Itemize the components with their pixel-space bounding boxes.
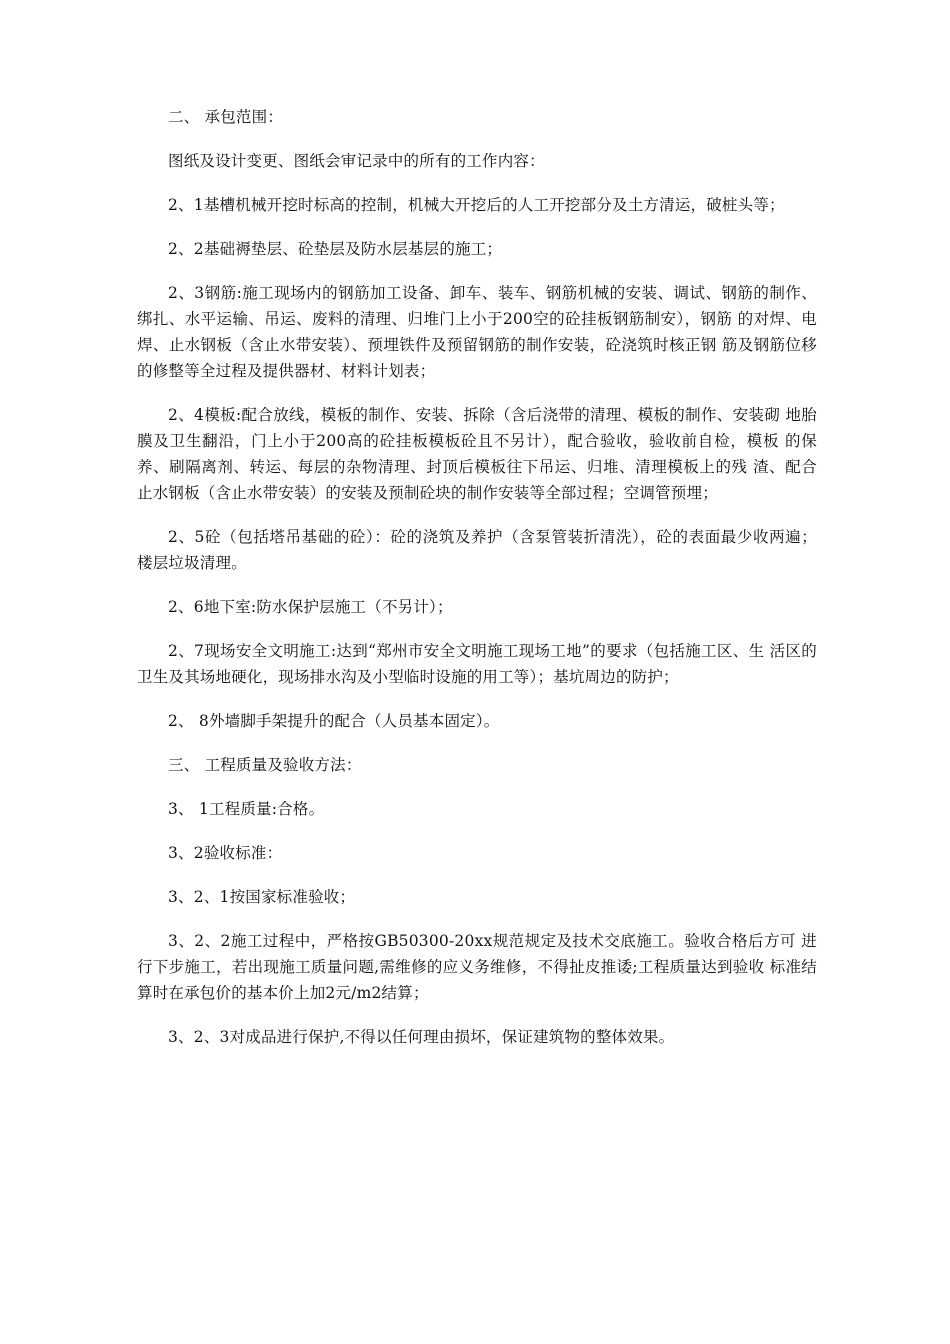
paragraph: 2、2基础褥垫层、砼垫层及防水层基层的施工； xyxy=(168,240,503,258)
paragraph: 2、 8外墙脚手架提升的配合（人员基本固定）。 xyxy=(168,712,500,730)
section-heading-quality: 三、 工程质量及验收方法： xyxy=(168,756,362,774)
document-body xyxy=(137,104,817,1050)
paragraph: 3、2验收标准： xyxy=(168,844,283,862)
paragraph: 2、5砼（包括塔吊基础的砼）：砼的浇筑及养护（含泵管装折清洗），砼的表面最少收两遍； 楼层垃圾清理。 xyxy=(137,528,817,572)
paragraph: 3、 1工程质量:合格。 xyxy=(168,800,325,818)
paragraph: 2、1基槽机械开挖时标高的控制，机械大开挖后的人工开挖部分及土方清运，破桩头等； xyxy=(168,196,785,214)
section-heading-scope: 二、 承包范围： xyxy=(168,108,284,126)
paragraph: 3、2、1按国家标准验收； xyxy=(168,888,356,906)
paragraph: 3、2、3对成品进行保护,不得以任何理由损坏，保证建筑物的整体效果。 xyxy=(168,1028,675,1046)
paragraph: 图纸及设计变更、图纸会审记录中的所有的工作内容： xyxy=(168,152,545,170)
paragraph: 3、2、2施工过程中，严格按GB50300-20xx规范规定及技术交底施工。验收合格后方可 进行下步施工，若出现施工质量问题,需维修的应义务维修，不得扯皮推诿;工程质量达到验收 标准结算时在承包价的基本价上加2元/m2结算； xyxy=(137,932,817,1002)
paragraph: 2、7现场安全文明施工:达到“郑州市安全文明施工现场工地”的要求（包括施工区、生 活区的卫生及其场地硬化，现场排水沟及小型临时设施的用工等）；基坑周边的防护； xyxy=(137,642,817,686)
paragraph: 2、6地下室:防水保护层施工（不另计）； xyxy=(168,598,453,616)
paragraph: 2、3钢筋:施工现场内的钢筋加工设备、卸车、装车、钢筋机械的安装、调试、钢筋的制作、绑扎、水平运输、吊运、废料的清理、归堆门上小于200空的砼挂板钢筋制安），钢筋 的对焊、电焊、止水钢板（含止水带安装）、预埋铁件及预留钢筋的制作安装，砼浇筑时核正钢 筋及钢筋位移的修整等全过程及提供器材、材料计划表； xyxy=(137,284,817,380)
paragraph: 2、4模板:配合放线，模板的制作、安装、拆除（含后浇带的清理、模板的制作、安装砌 地胎膜及卫生翻沿，门上小于200高的砼挂板模板砼且不另计），配合验收，验收前自检，模板 的保养、刷隔离剂、转运、每层的杂物清理、封顶后模板往下吊运、归堆、清理模板上的残 渣、配合止水钢板（含止水带安装）的安装及预制砼块的制作安装等全部过程；空调管预埋； xyxy=(137,406,817,502)
